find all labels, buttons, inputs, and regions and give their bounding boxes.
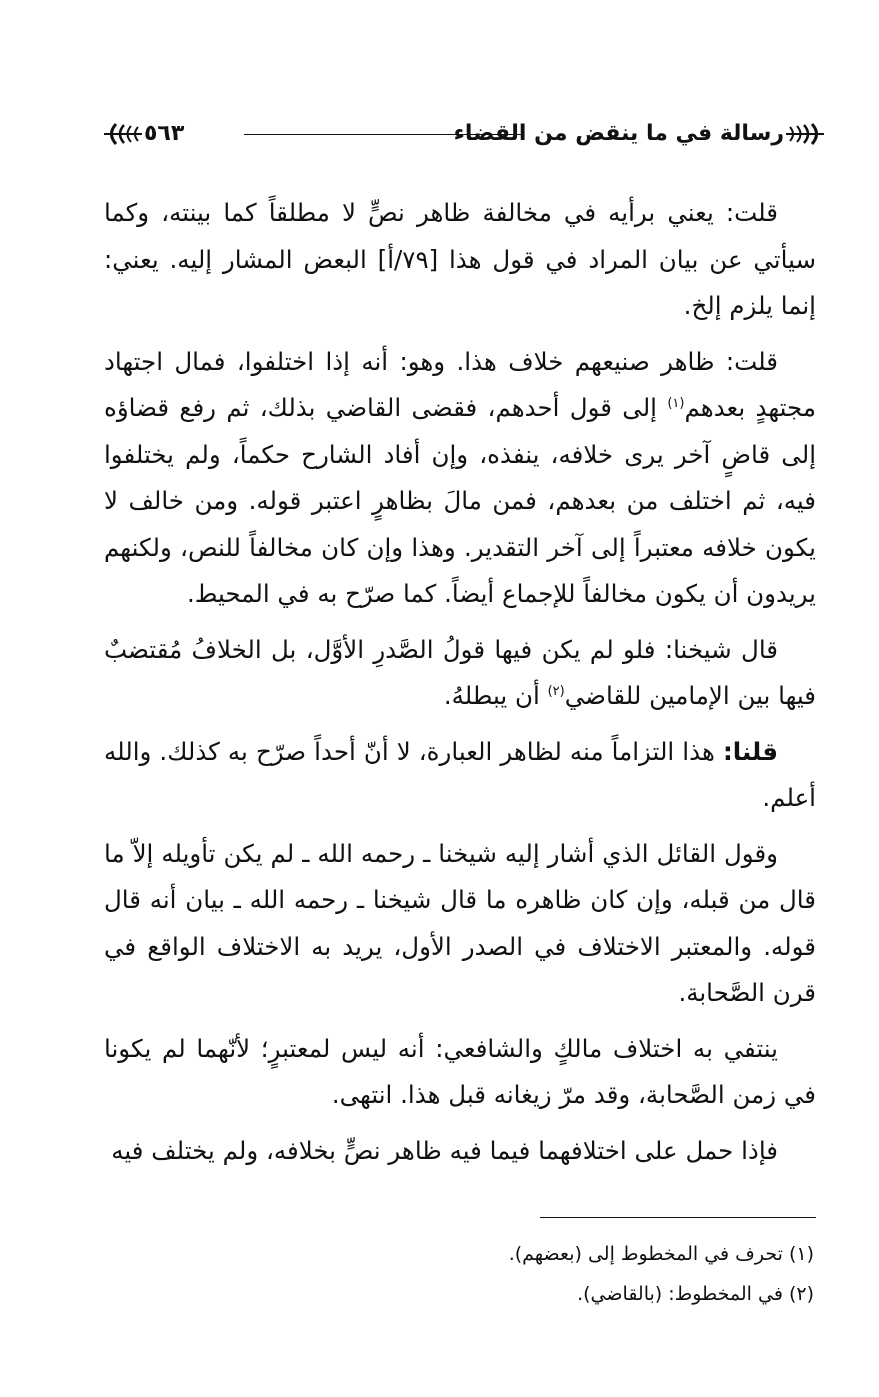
paragraph-3 [104, 627, 816, 720]
paragraph-2-part-b: إلى قول أحدهم، فقضى القاضي بذلك، ثم رفع قضاؤه إلى قاضٍ آخر يرى خلافه، ينفذه، وإن أفاد الشارح حكماً، ولم يختلفوا فيه، ثم اختلف من بعدهم، فمن مالَ بظاهرٍ اعتبر قوله. ومن خالف لا يكون خلافه معتبراً إلى آخر التقدير. وهذا وإن كان مخالفاً للنص، ولكنهم يريدون أن يكون مخالفاً للإجماع أيضاً. كما صرّح به في المحيط. [104, 393, 816, 608]
footnote-2: (٢) في المخطوط: (بالقاضي). [577, 1283, 814, 1305]
paragraph-4-lead: قلنا: [722, 736, 778, 766]
ornament-left-icon [104, 122, 144, 146]
footnote-ref-2: (٢) [547, 683, 565, 699]
paragraph-2 [104, 339, 816, 618]
paragraph-2-part-a: قلت: ظاهر صنيعهم خلاف هذا. وهو: أنه إذا اختلفوا، فمال اجتهاد مجتهدٍ بعدهم [104, 346, 816, 422]
paragraph-3-part-b: أن يبطلهُ. [443, 681, 548, 710]
paragraph-4-rest: هذا التزاماً منه لظاهر العبارة، لا أنّ أحداً صرّح به كذلك. والله أعلم. [104, 736, 816, 812]
paragraph-6: ينتفي به اختلاف مالكٍ والشافعي: أنه ليس لمعتبرٍ؛ لأنّهما لم يكونا في زمن الصَّحابة، وقد مرّ زيغانه قبل هذا. انتهى. [104, 1033, 816, 1109]
footnote-1: (١) تحرف في المخطوط إلى (بعضهم). [508, 1243, 814, 1265]
paragraph-4 [104, 729, 816, 822]
paragraph-5: وقول القائل الذي أشار إليه شيخنا ـ رحمه الله ـ لم يكن تأويله إلاّ ما قال من قبله، وإن كان ظاهره ما قال شيخنا ـ رحمه الله ـ بيان أنه قال قوله. والمعتبر الاختلاف في الصدر الأول، يريد به الاختلاف الواقع في قرن الصَّحابة. [104, 838, 816, 1007]
page-header [104, 116, 824, 152]
ornament-right-icon [784, 122, 824, 146]
page-number: ٥٦٣ [144, 121, 185, 146]
paragraph-3-part-a: قال شيخنا: فلو لم يكن فيها قولُ الصَّدرِ الأوَّل، بل الخلافُ مُقتضبٌ فيها بين الإمامين للقاضي [104, 634, 816, 710]
paragraph-7: فإذا حمل على اختلافهما فيما فيه ظاهر نصٍّ بخلافه، ولم يختلف فيه [111, 1135, 778, 1165]
footnote-separator [540, 1217, 816, 1218]
running-title: رسالة في ما ينقض من القضاء [453, 121, 784, 146]
footnotes [104, 1234, 816, 1314]
main-text [104, 190, 816, 1183]
header-rule [244, 134, 524, 135]
footnote-ref-1: (١) [667, 395, 685, 411]
paragraph-1: قلت: يعني برأيه في مخالفة ظاهر نصٍّ لا مطلقاً كما بينته، وكما سيأتي عن بيان المراد في قول هذا [٧٩/أ] البعض المشار إليه. يعني: إنما يلزم إلخ. [104, 198, 817, 320]
